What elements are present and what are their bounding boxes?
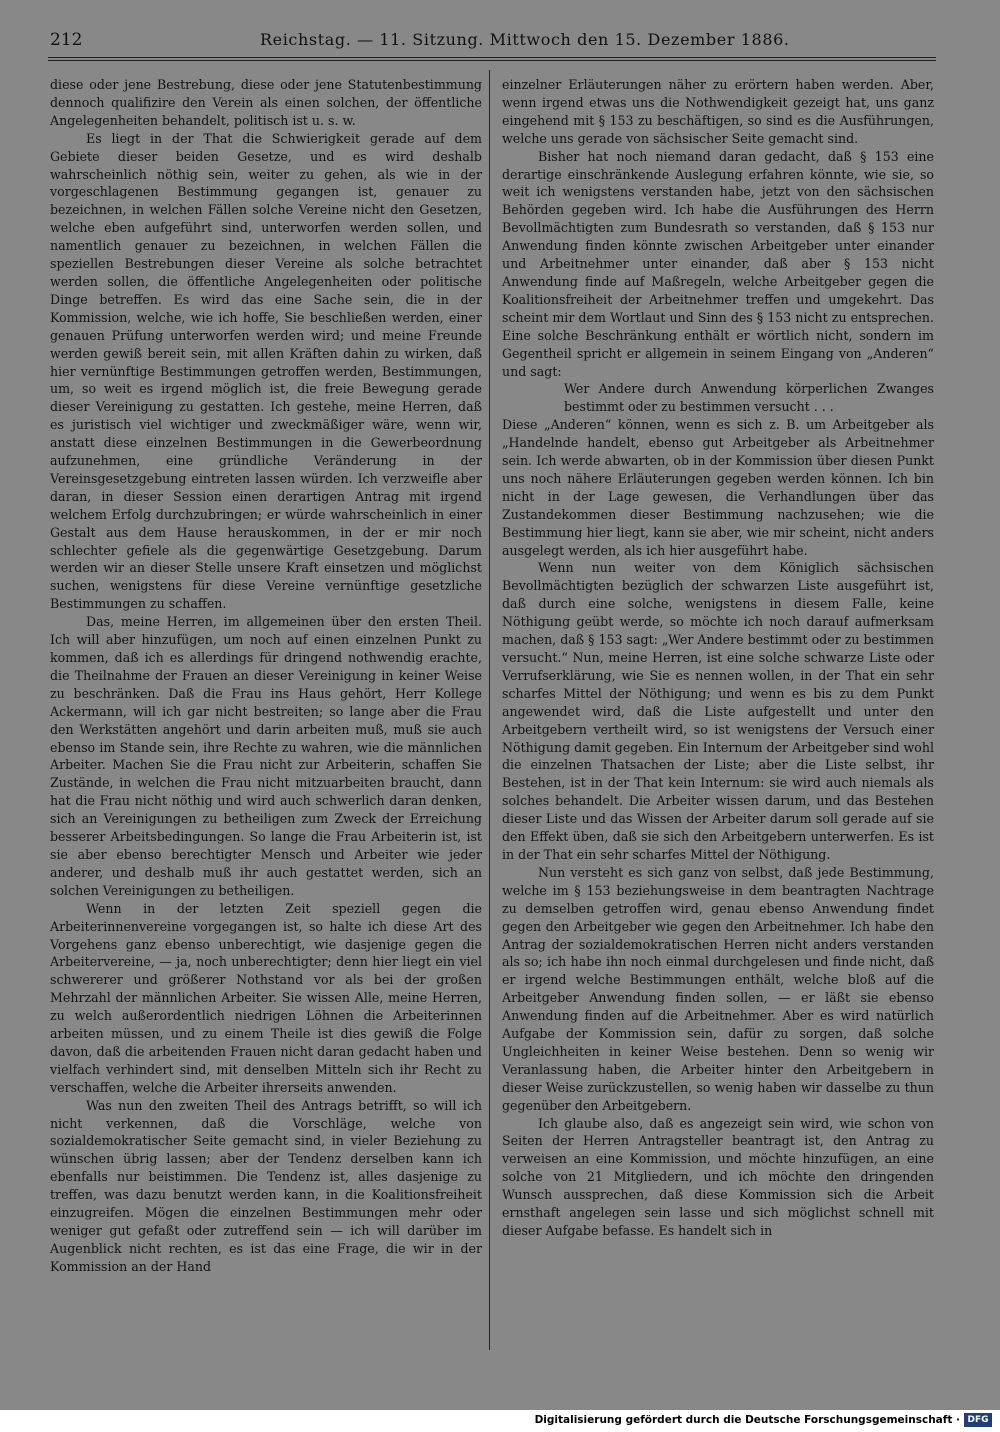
dfg-logo-icon: DFG <box>964 1413 992 1427</box>
running-title: Reichstag. — 11. Sitzung. Mittwoch den 15. Dezember 1886. <box>260 30 790 49</box>
paragraph: diese oder jene Bestrebung, diese oder jene Statutenbestimmung dennoch qualifizire den Verein als einen solchen, der öffentliche Angelegenheiten behandelt, politisch ist u. s. w. <box>50 77 482 128</box>
header-rule <box>48 57 936 58</box>
column-divider <box>489 70 490 1350</box>
header-rule-second <box>48 60 936 61</box>
right-column <box>502 76 934 1240</box>
funding-credit: Digitalisierung gefördert durch die Deutsche Forschungsgemeinschaft · <box>534 1414 960 1426</box>
paragraph: Wenn nun weiter von dem Königlich sächsischen Bevollmächtigten bezüglich der schwarzen Liste ausgeführt ist, daß durch eine solche, wenigstens in diesem Falle, keine Nöthigung geübt werde, so möchte ich noch darauf aufmerksam machen, daß § 153 sagt: „Wer Andere bestimmt oder zu bestimmen versucht.“ Nun, meine Herren, ist eine solche schwarze Liste oder Verrufserklärung, wie Sie es nennen wollen, in der That ein sehr scharfes Mittel der Nöthigung; und wenn es bis zu dem Punkt angewendet wird, daß die Liste aufgestellt und unter den Arbeitgebern vertheilt wird, so ist wenigstens der Versuch einer Nöthigung damit gegeben. Ein Internum der Arbeitgeber sind wohl die einzelnen Thatsachen der Liste; aber die Liste selbst, ihr Bestehen, ist in der That kein Internum: sie wird auch niemals als solches behandelt. Die Arbeiter wissen darum, und das Bestehen dieser Liste und das Wissen der Arbeiter darum soll gerade auf sie den Effekt üben, daß sie sich den Arbeitgebern unterwerfen. Es ist in der That ein sehr scharfes Mittel der Nöthigung. <box>502 560 935 862</box>
paragraph: Bisher hat noch niemand daran gedacht, daß § 153 eine derartige einschränkende Auslegung erfahren könnte, wie sie, so weit ich wenigstens verstanden habe, jetzt von den sächsischen Behörden gegeben wird. Ich habe die Ausführungen des Herrn Bevollmächtigten zum Bundesrath so verstanden, daß § 153 nur Anwendung finden könnte zwischen Arbeitgeber unter einander und Arbeitnehmer unter einander, daß aber § 153 nicht Anwendung finde auf Maßregeln, welche Arbeitgeber gegen die Koalitionsfreiheit der Arbeitnehmer treffen und umgekehrt. Das scheint mir dem Wortlaut und Sinn des § 153 nicht zu entsprechen. Eine solche Beschränkung enthält er wörtlich nicht, sondern im Gegentheil spricht er allgemein in seinem Eingang von „Anderen“ und sagt: <box>502 148 934 379</box>
digitization-footer <box>0 1410 1000 1432</box>
left-column <box>50 76 482 1276</box>
paragraph: Nun versteht es sich ganz von selbst, daß jede Bestimmung, welche im § 153 beziehungsweise in dem beantragten Nachtrage zu demselben getroffen wird, genau ebenso Anwendung findet gegen den Arbeitgeber wie gegen den Arbeitnehmer. Ich habe den Antrag der sozialdemokratischen Herren nicht anders verstanden als so; ich habe ihn noch einmal durchgelesen und finde nicht, daß er irgend welche Bestimmungen enthält, welche bloß auf die Arbeitgeber Anwendung finden sollen, — er läßt sie ebenso Anwendung finden auf die Arbeitnehmer. Aber es wird natürlich Aufgabe der Kommission sein, dafür zu sorgen, daß solche Ungleichheiten in keiner Weise bestehen. Denn so wenig wir Veranlassung haben, die Arbeiter hinter den Arbeitgebern in dieser Weise zurückzustellen, so wenig haben wir dasselbe zu thun gegenüber den Arbeitgebern. <box>502 864 934 1113</box>
paragraph: Ich glaube also, daß es angezeigt sein wird, wie schon von Seiten der Herren Antragsteller beantragt ist, den Antrag zu verweisen an eine Kommission, und möchte hinzufügen, an eine solche von 21 Mitgliedern, und ich möchte den dringenden Wunsch aussprechen, daß diese Kommission sich die Arbeit ernsthaft angelegen sein lasse und sich möglichst schnell mit dieser Aufgabe befasse. Es handelt sich in <box>502 1115 934 1238</box>
paragraph: Diese „Anderen“ können, wenn es sich z. B. um Arbeitgeber als „Handelnde handelt, ebenso gut Arbeitgeber als Arbeitnehmer sein. Ich werde abwarten, ob in der Kommission über diesen Punkt uns noch nähere Erläuterungen gegeben werden können. Ich bin nicht in der Lage gewesen, die Verhandlungen über das Zustandekommen dieser Bestimmung nachzusehen; wie die Bestimmung hier liegt, kann sie aber, wie mir scheint, nicht anders ausgelegt werden, als ich hier ausgeführt habe. <box>502 417 934 558</box>
paragraph: Das, meine Herren, im allgemeinen über den ersten Theil. Ich will aber hinzufügen, um noch auf einen einzelnen Punkt zu kommen, daß ich es allerdings für dringend nothwendig erachte, die Theilnahme der Frauen an dieser Vereinigung in keiner Weise zu beschränken. Daß die Frau ins Haus gehört, Herr Kollege Ackermann, will ich gar nicht bestreiten; so lange aber die Frau den Werkstätten angehört und darin arbeiten muß, muß sie auch ebenso im Stande sein, ihre Rechte zu wahren, wie die männlichen Arbeiter. Machen Sie die Frau nicht zur Arbeiterin, schaffen Sie Zustände, in welchen die Frau nicht mitzuarbeiten braucht, dann hat die Frau nicht nöthig und wird auch schwerlich daran denken, sich an Vereinigungen zu betheiligen zum Zweck der Erreichung besserer Arbeitsbedingungen. So lange die Frau Arbeiterin ist, ist sie aber ebenso berechtigter Mensch und Arbeiter wie jeder anderer, und deshalb muß ihr auch gestattet werden, sich an solchen Vereinigungen zu betheiligen. <box>50 614 482 898</box>
page-number: 212 <box>50 30 83 50</box>
page-header <box>50 30 930 54</box>
quotation: Wer Andere durch Anwendung körperlichen Zwanges bestimmt oder zu bestimmen versucht . . . <box>564 381 934 415</box>
paragraph: Was nun den zweiten Theil des Antrags betrifft, so will ich nicht verkennen, daß die Vorschläge, welche von sozialdemokratischer Seite gemacht sind, in vieler Beziehung zu wünschen übrig lassen; aber der Tendenz derselben kann ich ebenfalls nur beistimmen. Die Tendenz ist, alles dasjenige zu treffen, was dazu benutzt werden kann, in die Koalitionsfreiheit einzugreifen. Mögen die einzelnen Bestimmungen mehr oder weniger gut gefaßt oder zutreffend sein — ich will darüber im Augenblick nicht rechten, es ist das eine Frage, die wir in der Kommission an der Hand <box>50 1097 482 1274</box>
paragraph: einzelner Erläuterungen näher zu erörtern haben werden. Aber, wenn irgend etwas uns die Nothwendigkeit gezeigt hat, uns ganz eingehend mit § 153 zu beschäftigen, so sind es die Ausführungen, welche uns gerade von sächsischer Seite gemacht sind. <box>502 77 934 146</box>
paragraph: Es liegt in der That die Schwierigkeit gerade auf dem Gebiete dieser beiden Gesetze, und es wird deshalb wahrscheinlich nöthig sein, weiter zu gehen, als wie in der vorgeschlagenen Bestimmung gegangen ist, genauer zu bezeichnen, in welchen Fällen solche Vereine nicht den Gesetzen, welche eben aufgeführt sind, unterworfen werden sollen, und namentlich genauer zu bezeichnen, in welchen Fällen die speziellen Bestrebungen dieser Vereine als solche betrachtet werden sollen, die öffentliche Angelegenheiten oder politische Dinge betreffen. Es wird das eine Sache sein, die in der Kommission, welche, wie ich hoffe, Sie beschließen werden, einer genauen Prüfung unterworfen werden wird; und meine Freunde werden gewiß bereit sein, mit allen Kräften dahin zu wirken, daß hier vernünftige Bestimmungen getroffen werden, Bestimmungen, um, so weit es irgend möglich ist, die freie Bewegung gerade dieser Vereinigung zu gestatten. Ich gestehe, meine Herren, daß es juristisch viel wichtiger und zweckmäßiger wäre, wenn wir, anstatt diese einzelnen Bestimmungen in die Gewerbeordnung aufzunehmen, eine gründliche Veränderung in der Vereinsgesetzgebung eintreten lassen würden. Ich verzweifle aber daran, in dieser Session einen derartigen Antrag mit irgend welchem Erfolg durchzubringen; er würde wahrscheinlich in einer Gestalt aus dem Hause herauskommen, in der er mir noch schlechter gefiele als die gegenwärtige Gesetzgebung. Darum werden wir an dieser Stelle unsere Kraft einsetzen und möglichst suchen, wenigstens für diese Vereine vernünftige gesetzliche Bestimmungen zu schaffen. <box>50 130 482 612</box>
paragraph: Wenn in der letzten Zeit speziell gegen die Arbeiterinnenvereine vorgegangen ist, so halte ich diese Art des Vorgehens ganz ebenso unberechtigt, wie dasjenige gegen die Arbeitervereine, — ja, noch unberechtigter; denn hier liegt ein viel schwererer und größerer Nothstand vor als bei der großen Mehrzahl der männlichen Arbeiter. Sie wissen Alle, meine Herren, zu welch außerordentlich niedrigen Löhnen die Arbeiterinnen arbeiten müssen, und zu einem Theile ist dies gewiß die Folge davon, daß die arbeitenden Frauen nicht daran gedacht haben und vielfach verhindert sind, mit denselben Mitteln sich ihr Recht zu verschaffen, welche die Arbeiter ihrerseits anwenden. <box>50 900 482 1095</box>
